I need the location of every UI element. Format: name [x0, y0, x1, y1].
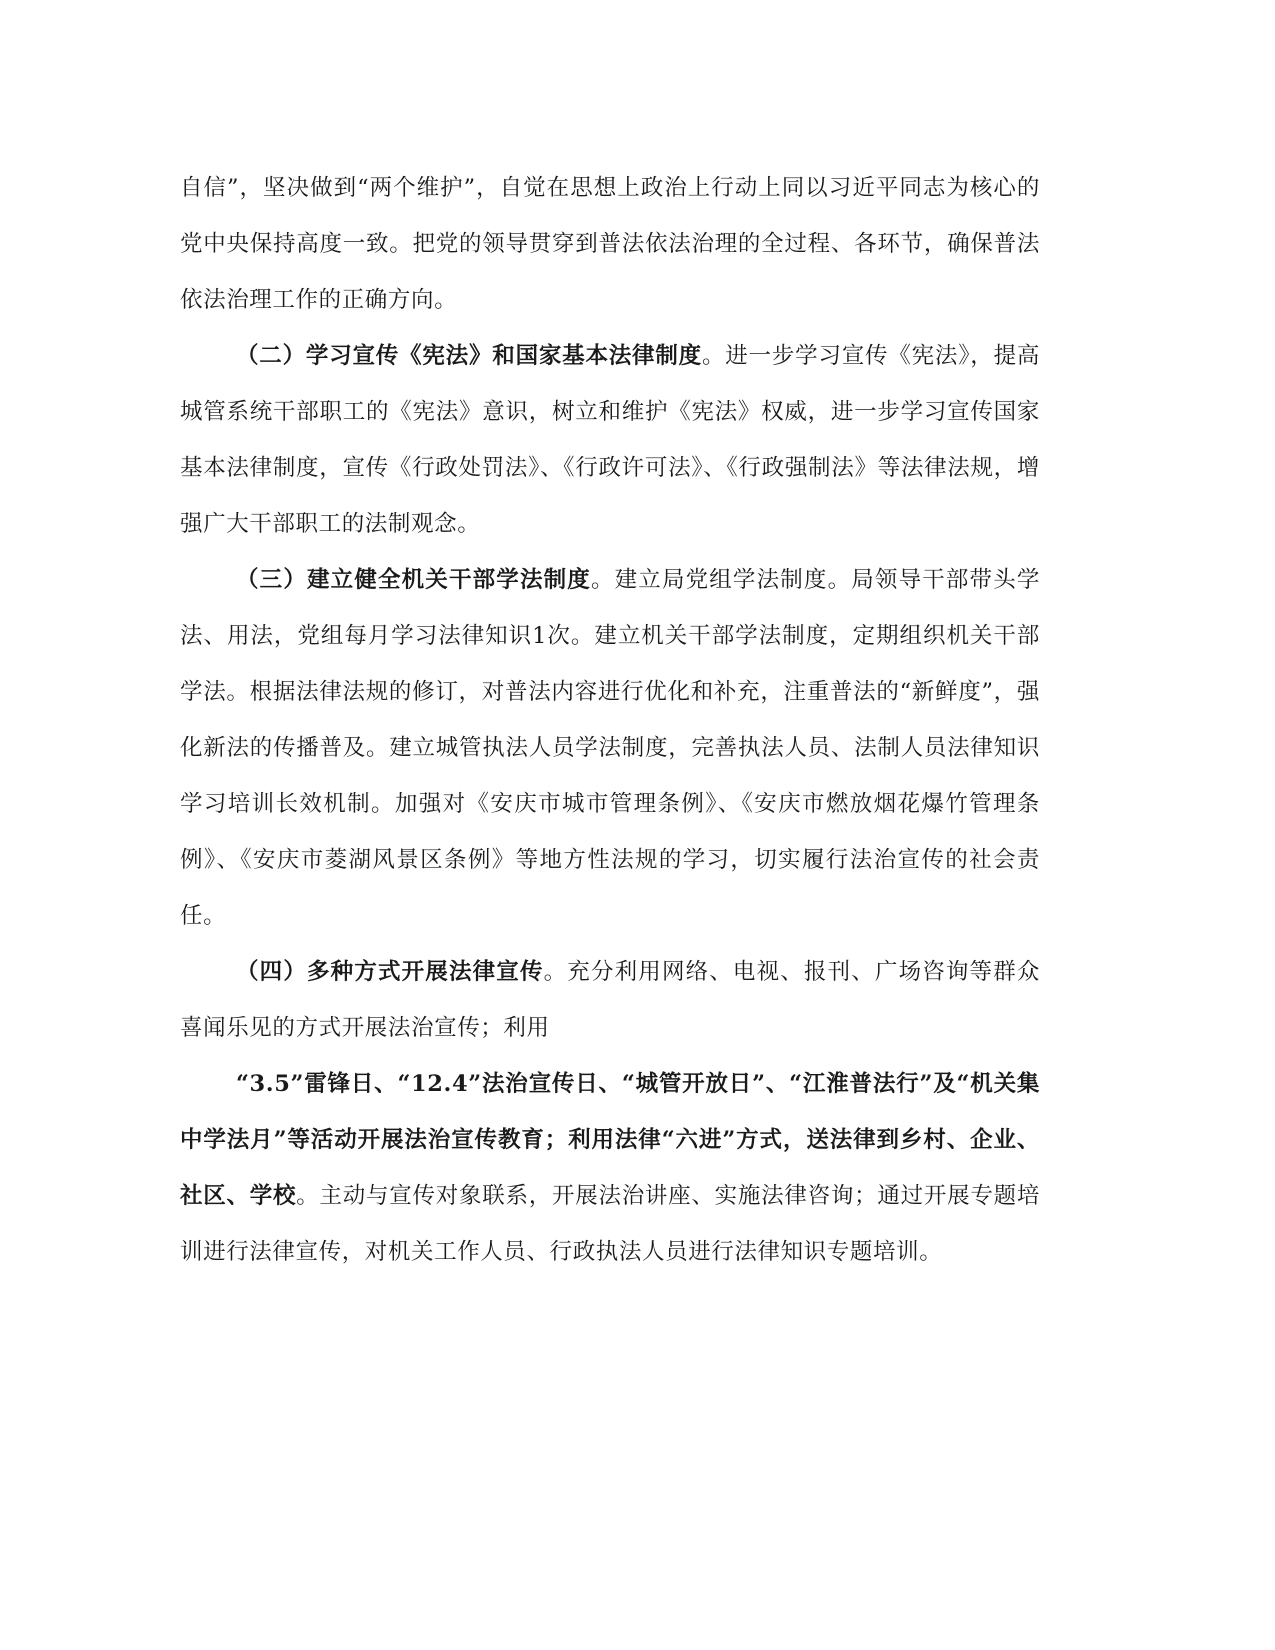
paragraph-section-4 — [180, 944, 1040, 1056]
document-body — [180, 160, 1040, 1280]
paragraph-text: 。主动与宣传对象联系，开展法治讲座、实施法律咨询；通过开展专题培训进行法律宣传，对机关工作人员、行政执法人员进行法律知识专题培训。 — [180, 1183, 1040, 1265]
paragraph-section-4-continued — [180, 1056, 1040, 1280]
paragraph-text: 自信”，坚决做到“两个维护”，自觉在思想上政治上行动上同以习近平同志为核心的党中央保持高度一致。把党的领导贯穿到普法依法治理的全过程、各环节，确保普法依法治理工作的正确方向。 — [180, 175, 1040, 313]
section-heading-2: （二）学习宣传《宪法》和国家基本法律制度 — [236, 343, 702, 369]
paragraph-text: 。进一步学习宣传《宪法》，提高城管系统干部职工的《宪法》意识，树立和维护《宪法》权威，进一步学习宣传国家基本法律制度，宣传《行政处罚法》、《行政许可法》、《行政强制法》等法律法规，增强广大干部职工的法制观念。 — [180, 343, 1040, 537]
paragraph-section-3 — [180, 552, 1040, 944]
paragraph-text: 。充分利用网络、电视、报刊、广场咨询等群众喜闻乐见的方式开展法治宣传；利用 — [180, 959, 1040, 1041]
section-heading-4: （四）多种方式开展法律宣传 — [236, 959, 544, 985]
paragraph-intro-continued — [180, 160, 1040, 328]
bold-phrase: “3.5”雷锋日、“12.4”法治宣传日、“城管开放日”、“江淮普法行”及“机关集中学法月”等活动开展法治宣传教育；利用法律“六进”方式，送法律到乡村、企业、社区、学校 — [180, 1071, 1040, 1209]
paragraph-section-2 — [180, 328, 1040, 552]
section-heading-3: （三）建立健全机关干部学法制度 — [236, 567, 591, 593]
paragraph-text: 。建立局党组学法制度。局领导干部带头学法、用法，党组每月学习法律知识1次。建立机关干部学法制度，定期组织机关干部学法。根据法律法规的修订，对普法内容进行优化和补充，注重普法的“新鲜度”，强化新法的传播普及。建立城管执法人员学法制度，完善执法人员、法制人员法律知识学习培训长效机制。加强对《安庆市城市管理条例》、《安庆市燃放烟花爆竹管理条例》、《安庆市菱湖风景区条例》等地方性法规的学习，切实履行法治宣传的社会责任。 — [180, 567, 1040, 929]
